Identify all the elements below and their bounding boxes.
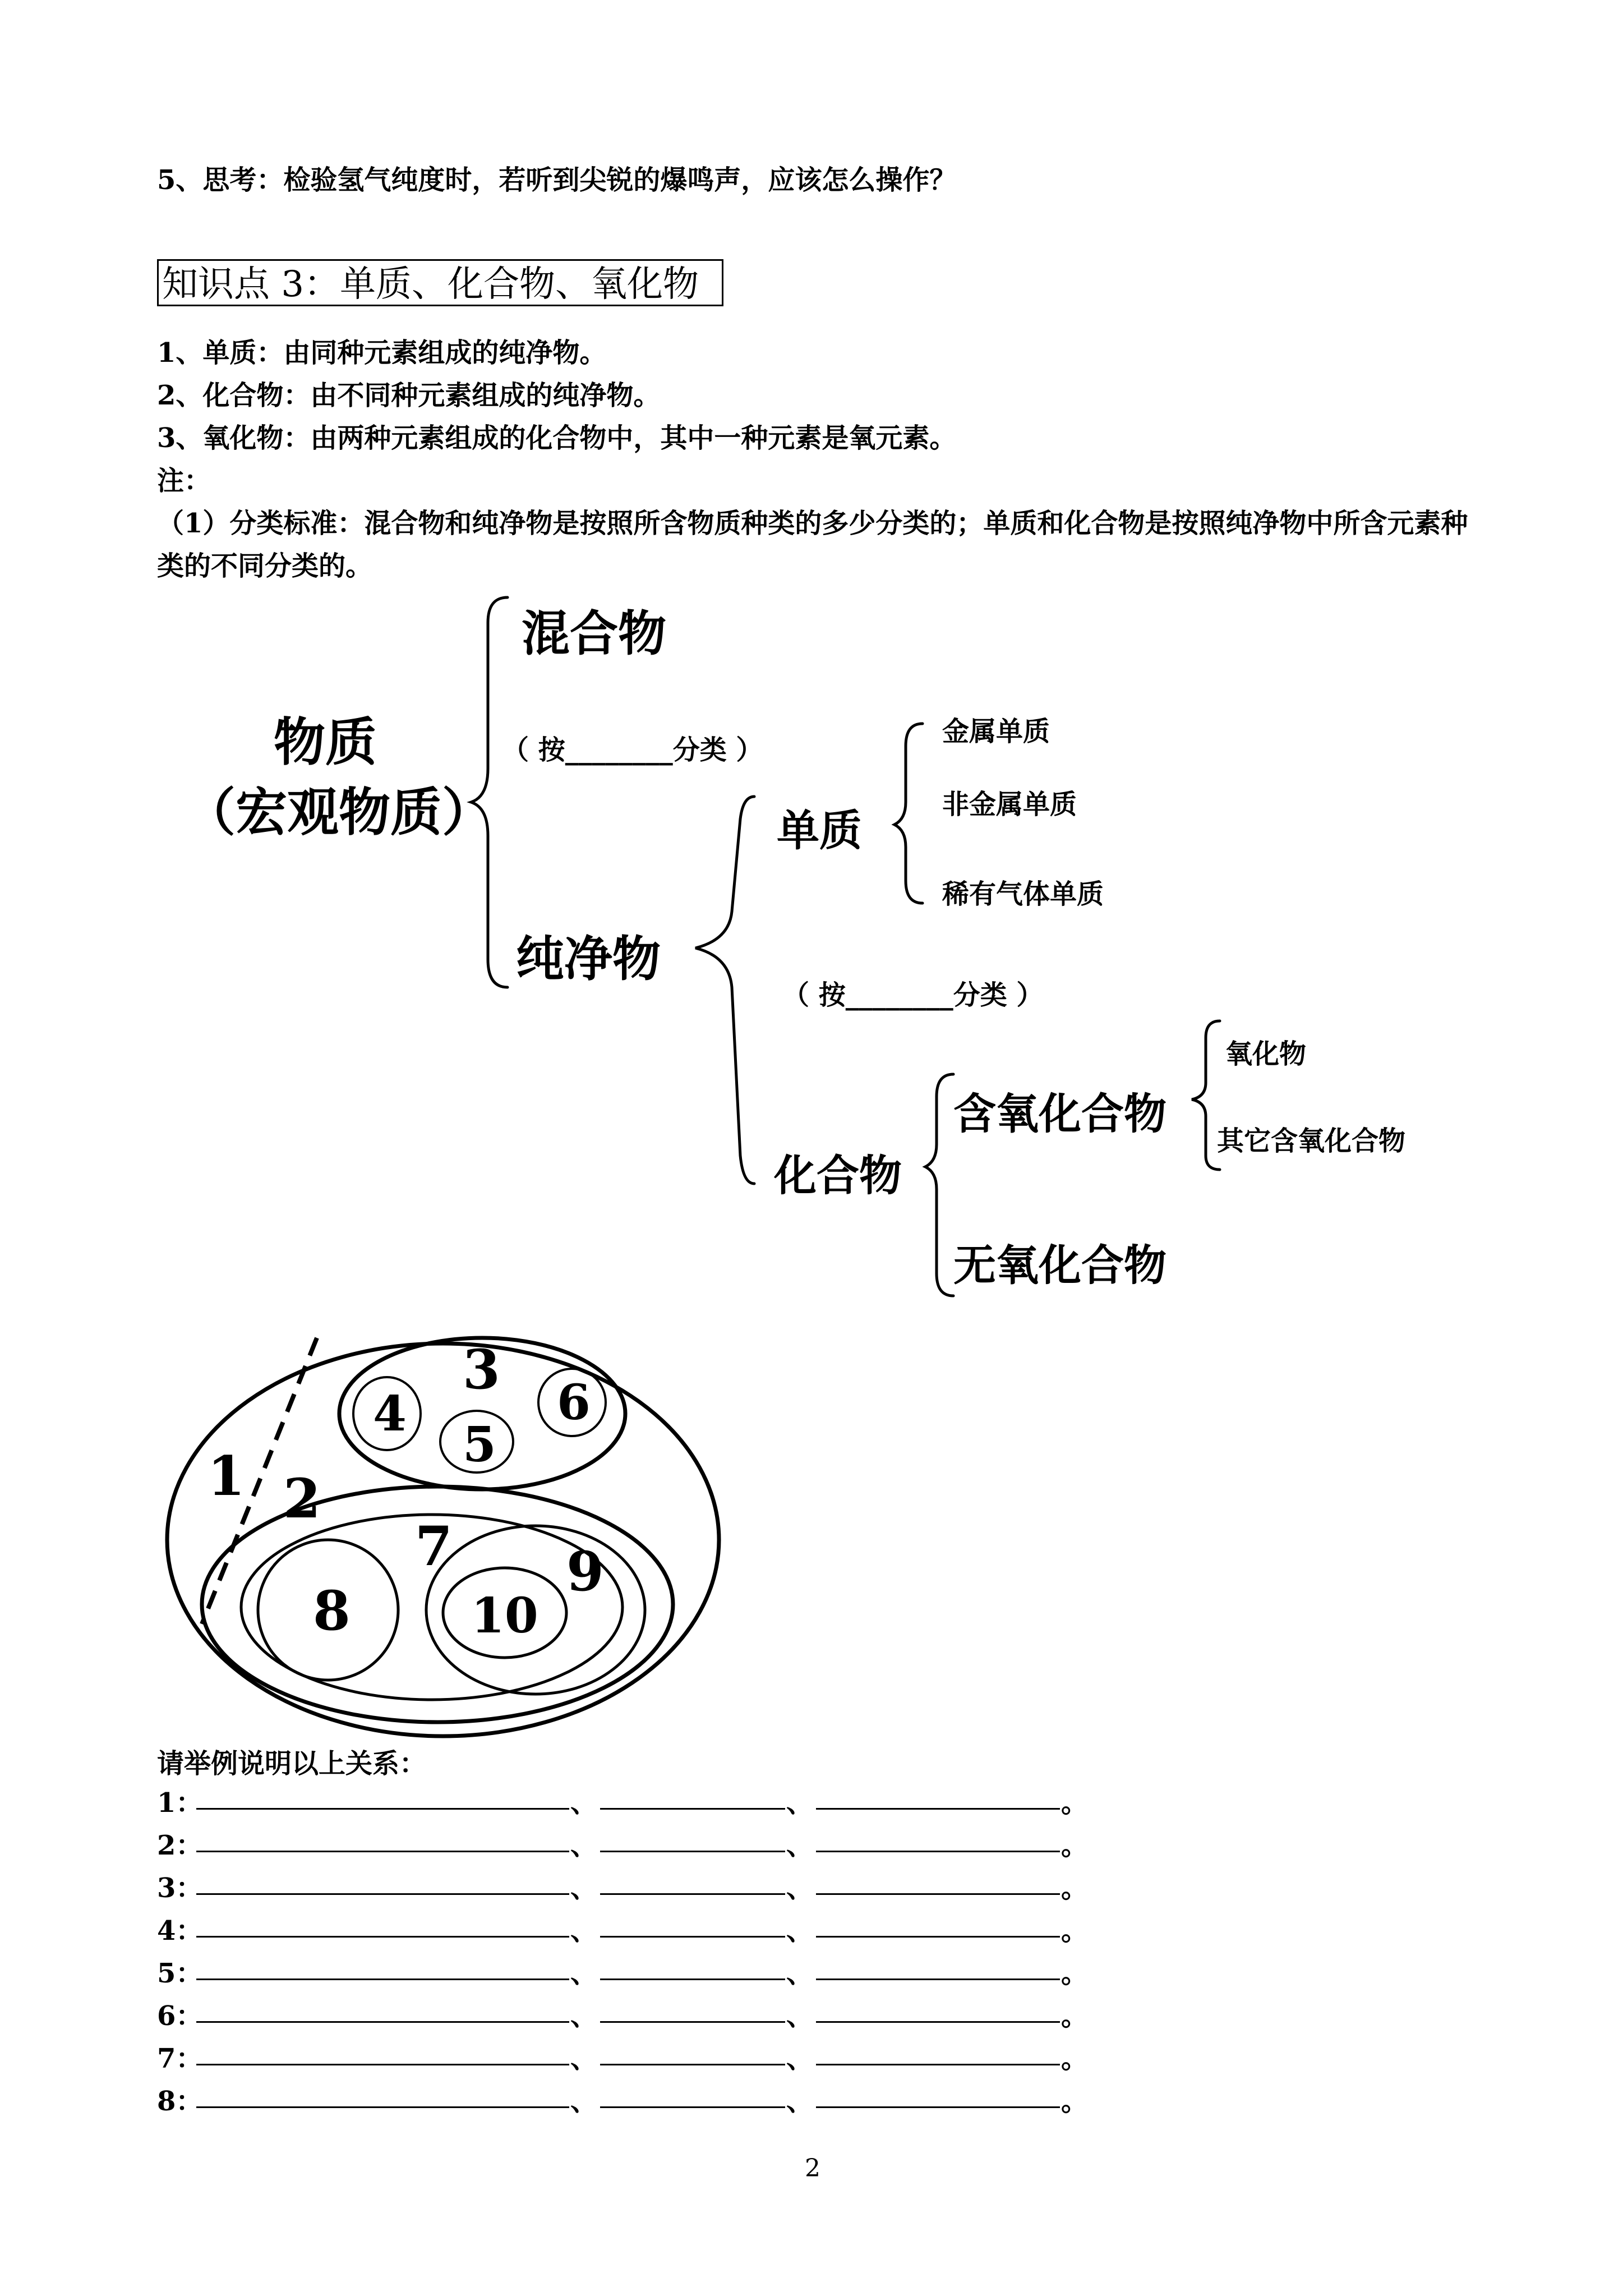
answer-separator: 、 <box>786 1872 814 1904</box>
answer-end: 。 <box>1061 1872 1089 1904</box>
answer-separator: 、 <box>570 1872 598 1904</box>
question-5: 5、思考：检验氢气纯度时，若听到尖锐的爆鸣声，应该怎么操作？ <box>157 164 957 196</box>
tree-pure: 纯净物 <box>516 931 661 987</box>
answer-blank[interactable] <box>816 2106 1060 2108</box>
tree-other-oxy-compound: 其它含氧化合物 <box>1217 1125 1406 1157</box>
answer-blank[interactable] <box>600 2021 785 2023</box>
answer-separator: 、 <box>786 1830 814 1861</box>
tree-mixture: 混合物 <box>522 605 666 662</box>
answer-blank[interactable] <box>196 2106 569 2108</box>
answer-blank[interactable] <box>600 1893 785 1895</box>
answer-row-label: 3： <box>157 1872 203 1904</box>
answer-end: 。 <box>1061 1958 1089 1989</box>
brace-pure <box>695 797 754 1184</box>
answer-row-label: 4： <box>157 1915 203 1947</box>
answer-blank[interactable] <box>196 1893 569 1895</box>
venn-label-3: 3 <box>463 1338 500 1401</box>
answer-blank[interactable] <box>816 1893 1060 1895</box>
answer-end: 。 <box>1061 2000 1089 2032</box>
answer-blank[interactable] <box>816 1851 1060 1852</box>
answer-row-label: 2： <box>157 1830 203 1861</box>
tree-root-sublabel: （宏观物质） <box>184 782 494 843</box>
venn-label-10: 10 <box>471 1588 538 1644</box>
tree-non-oxy-compound: 无氧化合物 <box>953 1240 1166 1290</box>
answer-separator: 、 <box>786 1958 814 1989</box>
tree-metal-element: 金属单质 <box>942 716 1050 747</box>
note-line-1: （1）分类标准：混合物和纯净物是按照所含物质种类的多少分类的；单质和化合物是按照纯净物中所含元素种 <box>157 508 1468 539</box>
answer-blank[interactable] <box>196 1978 569 1980</box>
answer-blank[interactable] <box>600 2064 785 2065</box>
venn-label-4: 4 <box>373 1386 407 1442</box>
tree-nonmetal-element: 非金属单质 <box>942 789 1077 820</box>
venn-label-5: 5 <box>463 1416 496 1473</box>
answer-row-label: 6： <box>157 2000 203 2032</box>
answer-separator: 、 <box>786 1915 814 1947</box>
tree-oxide: 氧化物 <box>1225 1038 1307 1070</box>
venn-label-8: 8 <box>313 1579 351 1642</box>
venn-label-7: 7 <box>415 1515 453 1578</box>
definition-element: 1、单质：由同种元素组成的纯净物。 <box>157 337 607 369</box>
tree-criterion-2: （ 按________分类 ） <box>782 979 1044 1011</box>
venn-label-6: 6 <box>557 1374 591 1431</box>
tree-root-label: 物质 <box>274 712 377 772</box>
answer-separator: 、 <box>570 2043 598 2074</box>
answer-end: 。 <box>1061 2086 1089 2117</box>
definition-oxide: 3、氧化物：由两种元素组成的化合物中，其中一种元素是氧元素。 <box>157 422 957 454</box>
answer-blank[interactable] <box>816 1808 1060 1810</box>
answer-blank[interactable] <box>196 2064 569 2065</box>
tree-compound: 化合物 <box>774 1151 902 1200</box>
answer-blank[interactable] <box>816 1936 1060 1938</box>
answer-blank[interactable] <box>196 1808 569 1810</box>
answer-end: 。 <box>1061 2043 1089 2074</box>
answer-blank[interactable] <box>196 2021 569 2023</box>
page-number: 2 <box>805 2154 820 2183</box>
answer-separator: 、 <box>570 1915 598 1947</box>
answer-separator: 、 <box>570 2086 598 2117</box>
venn-label-2: 2 <box>283 1467 321 1530</box>
answer-separator: 、 <box>786 1787 814 1819</box>
brace-element <box>895 724 923 903</box>
answer-blank[interactable] <box>816 1978 1060 1980</box>
answer-end: 。 <box>1061 1830 1089 1861</box>
answer-separator: 、 <box>570 1958 598 1989</box>
answer-separator: 、 <box>570 1830 598 1861</box>
section-heading: 知识点 3：单质、化合物、氧化物 <box>157 259 723 306</box>
answer-blank[interactable] <box>816 2021 1060 2023</box>
answer-separator: 、 <box>786 2000 814 2032</box>
brace-oxy <box>1192 1021 1220 1170</box>
note-line-2: 类的不同分类的。 <box>157 550 373 582</box>
answer-blank[interactable] <box>600 1936 785 1938</box>
answer-separator: 、 <box>570 2000 598 2032</box>
tree-criterion-1: （ 按________分类 ） <box>502 734 763 766</box>
answer-row-label: 7： <box>157 2043 203 2074</box>
answer-blank[interactable] <box>816 2064 1060 2065</box>
answer-blank[interactable] <box>196 1936 569 1938</box>
answer-blank[interactable] <box>600 1808 785 1810</box>
answer-blank[interactable] <box>196 1851 569 1852</box>
answer-blank[interactable] <box>600 2106 785 2108</box>
tree-element: 单质 <box>777 806 862 855</box>
answer-row-label: 8： <box>157 2086 203 2117</box>
brace-compound <box>925 1074 953 1296</box>
answer-row-label: 5： <box>157 1958 203 1989</box>
definition-compound: 2、化合物：由不同种元素组成的纯净物。 <box>157 380 661 411</box>
venn-label-1: 1 <box>208 1444 245 1508</box>
answer-separator: 、 <box>786 2043 814 2074</box>
tree-noble-gas-element: 稀有气体单质 <box>942 878 1104 910</box>
answer-separator: 、 <box>570 1787 598 1819</box>
answer-end: 。 <box>1061 1915 1089 1947</box>
tree-oxy-compound: 含氧化合物 <box>953 1089 1166 1139</box>
answer-blank[interactable] <box>600 1851 785 1852</box>
answer-end: 。 <box>1061 1787 1089 1819</box>
answer-row-label: 1： <box>157 1787 203 1819</box>
example-prompt: 请举例说明以上关系： <box>157 1748 427 1779</box>
answer-separator: 、 <box>786 2086 814 2117</box>
venn-label-9: 9 <box>566 1540 604 1603</box>
note-label: 注： <box>157 465 211 496</box>
answer-blank[interactable] <box>600 1978 785 1980</box>
